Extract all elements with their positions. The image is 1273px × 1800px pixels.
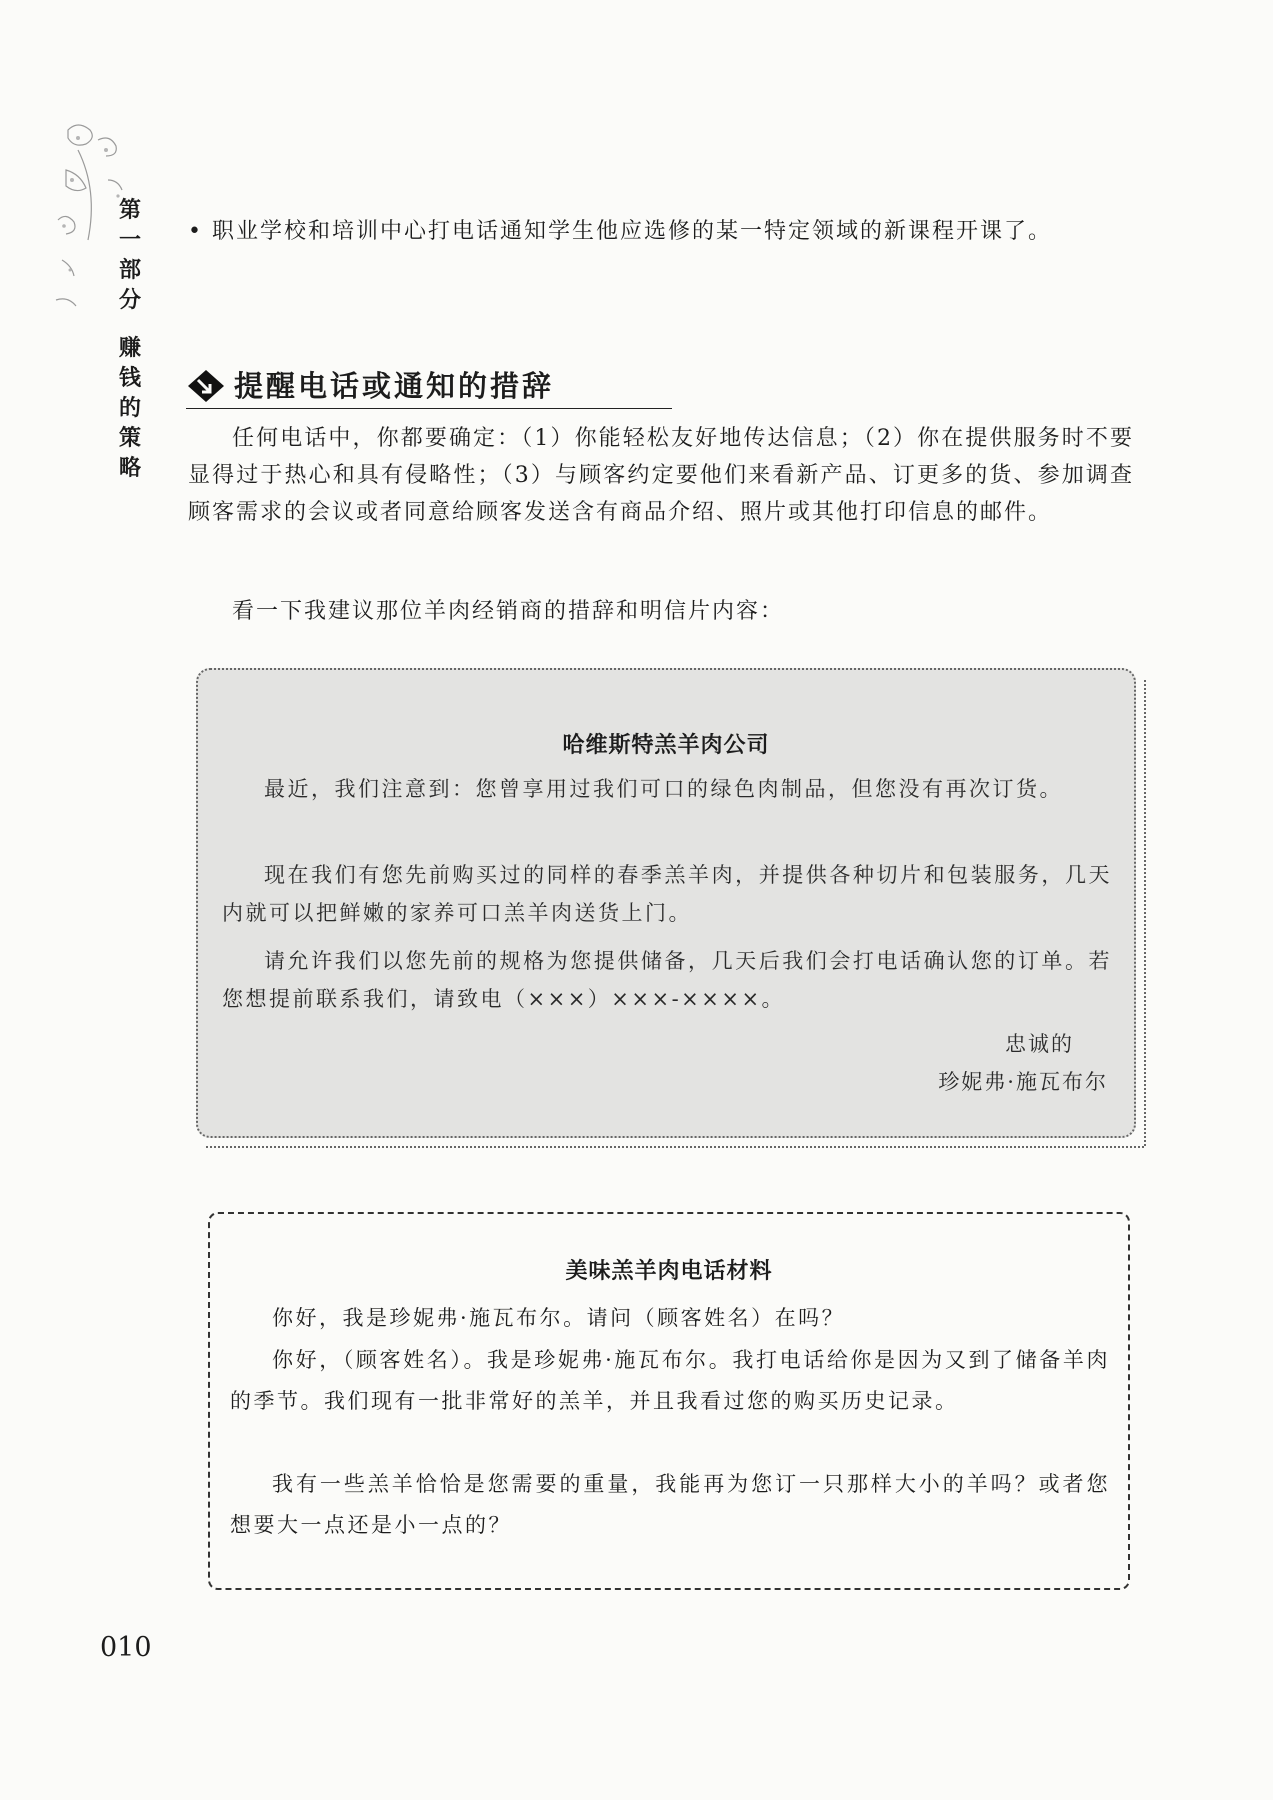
side-title-char: 部 (118, 258, 141, 283)
arrow-badge-icon (186, 368, 226, 404)
side-part-title (110, 196, 150, 484)
intro-bullet-paragraph: • 职业学校和培训中心打电话通知学生他应选修的某一特定领域的新课程开课了。 (188, 219, 1052, 244)
postcard-title: 哈维斯特羔羊肉公司 (562, 733, 770, 758)
side-title-char: 第 (118, 198, 141, 223)
postcard-paragraph-2: 现在我们有您先前购买过的同样的春季羔羊肉，并提供各种切片和包装服务，几天内就可以把鲜嫩的家养可口羔羊肉送货上门。 (222, 863, 1112, 925)
section-heading (186, 362, 672, 409)
postcard-paragraph-1: 最近，我们注意到：您曾享用过我们可口的绿色肉制品，但您没有再次订货。 (264, 777, 1063, 801)
phone-script-paragraph-3: 我有一些羔羊恰恰是您需要的重量，我能再为您订一只那样大小的羊吗？或者您想要大一点还是小一点的？ (230, 1472, 1110, 1537)
page-number: 010 (100, 1632, 152, 1663)
postcard-shadow-right (1144, 680, 1146, 1146)
phone-script-title: 美味羔羊肉电话材料 (565, 1259, 773, 1284)
postcard-box (196, 668, 1136, 1138)
section-heading-text: 提醒电话或通知的措辞 (234, 369, 555, 403)
side-title-char: 一 (118, 228, 141, 253)
side-title-char: 策 (118, 426, 141, 451)
side-title-char: 钱 (118, 366, 141, 391)
postcard-paragraph-3: 请允许我们以您先前的规格为您提供储备，几天后我们会打电话确认您的订单。若您想提前联系我们，请致电（×××）×××-××××。 (222, 949, 1112, 1011)
side-title-char: 分 (118, 288, 141, 313)
side-title-char: 略 (118, 456, 141, 481)
section-paragraph-2: 看一下我建议那位羊肉经销商的措辞和明信片内容： (232, 599, 785, 624)
phone-script-box (208, 1212, 1130, 1590)
postcard-shadow-bottom (206, 1146, 1144, 1148)
side-title-char: 赚 (118, 336, 141, 361)
phone-script-paragraph-1: 你好，我是珍妮弗·施瓦布尔。请问（顾客姓名）在吗？ (272, 1306, 846, 1330)
side-title-gap (110, 316, 150, 334)
postcard-signature: 珍妮弗·施瓦布尔 (938, 1070, 1108, 1094)
side-title-char: 的 (118, 396, 141, 421)
phone-script-paragraph-2: 你好，（顾客姓名）。我是珍妮弗·施瓦布尔。我打电话给你是因为又到了储备羊肉的季节。我们现有一批非常好的羔羊，并且我看过您的购买历史记录。 (230, 1348, 1110, 1413)
section-paragraph-1: 任何电话中，你都要确定：（1）你能轻松友好地传达信息；（2）你在提供服务时不要显得过于热心和具有侵略性；（3）与顾客约定要他们来看新产品、订更多的货、参加调查顾客需求的会议或者同意给顾客发送含有商品介绍、照片或其他打印信息的邮件。 (188, 426, 1134, 525)
postcard-closing: 忠诚的 (1005, 1032, 1074, 1056)
